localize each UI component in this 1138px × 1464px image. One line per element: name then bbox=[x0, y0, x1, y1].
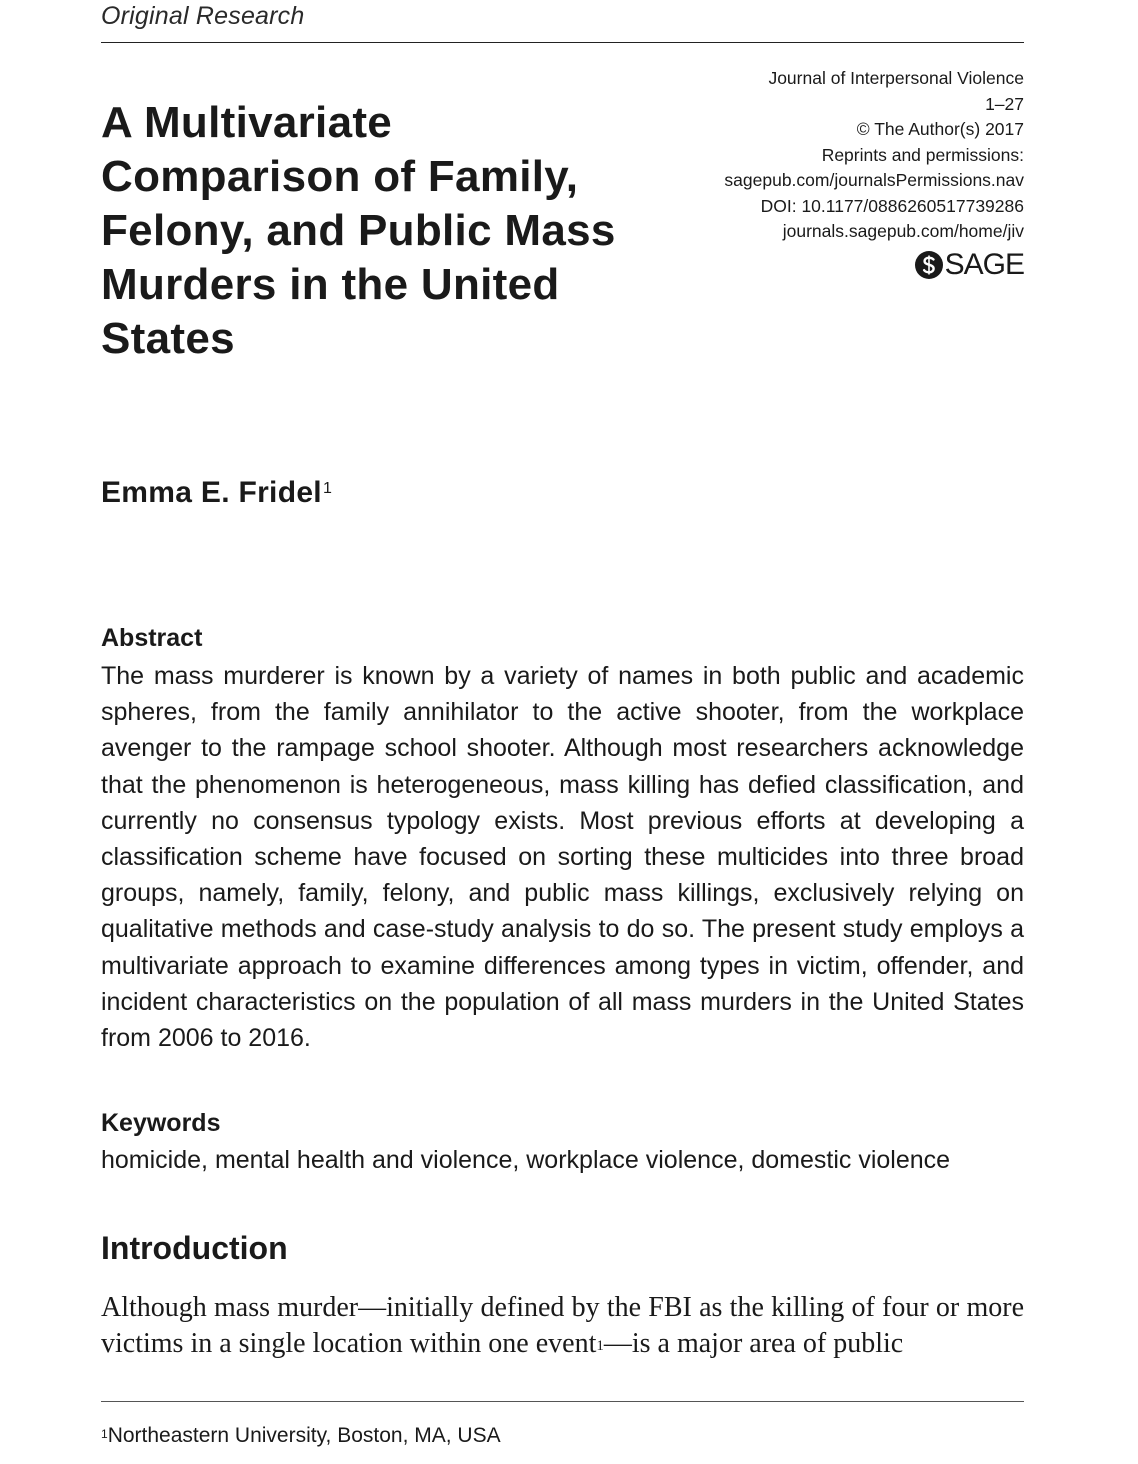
doi[interactable]: DOI: 10.1177/0886260517739286 bbox=[760, 195, 1024, 216]
publisher-logo-text: SAGE bbox=[944, 247, 1024, 281]
section-label: Original Research bbox=[101, 2, 305, 30]
introduction-text bbox=[101, 1290, 1024, 1362]
footnote-marker: 1 bbox=[101, 1427, 108, 1441]
author-name: Emma E. Fridel bbox=[101, 476, 322, 509]
introduction-text-part-1: Although mass murder—initially defined by the FBI as the killing of four or more victims in a single location within one event bbox=[101, 1292, 1024, 1359]
journal-meta bbox=[664, 66, 1024, 287]
footnote bbox=[101, 1424, 501, 1448]
author-affiliation-marker: 1 bbox=[322, 480, 333, 497]
page-range: 1–27 bbox=[985, 93, 1024, 114]
keywords-text: homicide, mental health and violence, workplace violence, domestic violence bbox=[101, 1146, 951, 1174]
article-title: A Multivariate Comparison of Family, Felony, and Public Mass Murders in the United States bbox=[101, 98, 616, 363]
keywords-heading: Keywords bbox=[101, 1109, 221, 1137]
abstract-heading: Abstract bbox=[101, 624, 203, 652]
header-rule bbox=[101, 42, 1024, 43]
permissions-link[interactable]: sagepub.com/journalsPermissions.nav bbox=[724, 170, 1024, 190]
author bbox=[101, 476, 332, 510]
publisher-logo bbox=[914, 248, 1024, 282]
journal-name: Journal of Interpersonal Violence bbox=[768, 68, 1024, 88]
sage-logo-icon bbox=[914, 250, 944, 280]
footnote-rule bbox=[101, 1401, 1024, 1402]
introduction-heading: Introduction bbox=[101, 1230, 288, 1266]
journal-link[interactable]: journals.sagepub.com/home/jiv bbox=[782, 221, 1024, 241]
introduction-text-part-2: —is a major area of public bbox=[603, 1328, 904, 1359]
abstract-text: The mass murderer is known by a variety of names in both public and academic spheres, from the family annihilator to the active shooter, from the workplace avenger to the rampage school shooter. Although most researchers acknowledge that the phenomenon is heterogeneous, mass killing has defied classification, and currently no consensus typology exists. Most previous efforts at developing a classification scheme have focused on sorting these multicides into three broad groups, namely, family, felony, and public mass killings, exclusively relying on qualitative methods and case-study analysis to do so. The present study employs a multivariate approach to examine differences among types in victim, offender, and incident characteristics on the population of all mass murders in the United States from 2006 to 2016. bbox=[101, 662, 1024, 1053]
footnote-text: Northeastern University, Boston, MA, USA bbox=[107, 1424, 501, 1447]
copyright: © The Author(s) 2017 bbox=[856, 119, 1024, 139]
reprints-label: Reprints and permissions: bbox=[821, 144, 1024, 165]
introduction-note-marker[interactable]: 1 bbox=[596, 1338, 604, 1354]
